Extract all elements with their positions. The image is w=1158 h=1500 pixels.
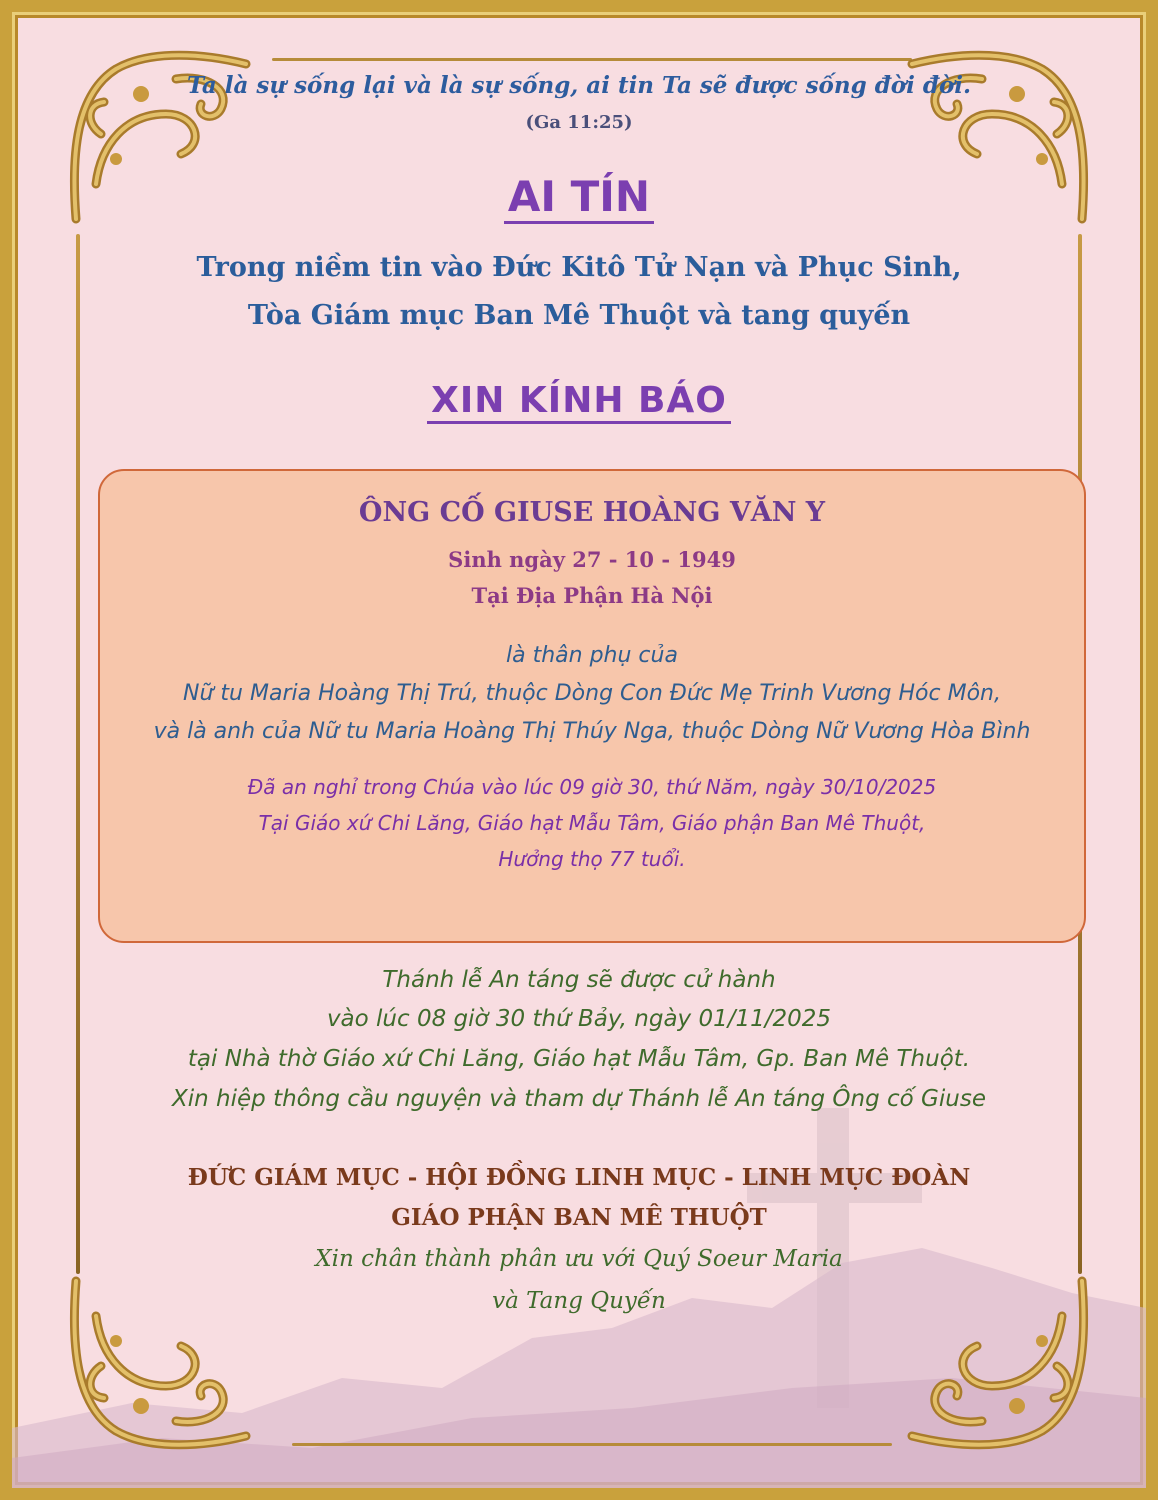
- announcement-heading: [12, 380, 1146, 421]
- relation-line-1: Nữ tu Maria Hoàng Thị Trú, thuộc Dòng Con Đức Mẹ Trinh Vương Hóc Môn,: [183, 681, 1001, 706]
- deceased-info-box: [98, 469, 1086, 943]
- scripture-quote: Ta là sự sống lại và là sự sống, ai tin Ta sẽ được sống đời đời.: [186, 72, 972, 99]
- death-line-1: Đã an nghỉ trong Chúa vào lúc 09 giờ 30, thứ Năm, ngày 30/10/2025: [247, 775, 937, 799]
- death-line-2: Tại Giáo xứ Chi Lăng, Giáo hạt Mẫu Tâm, Giáo phận Ban Mê Thuột,: [258, 811, 926, 835]
- birth-date: Sinh ngày 27 - 10 - 1949: [448, 547, 736, 572]
- deceased-name: ÔNG CỐ GIUSE HOÀNG VĂN Y: [358, 497, 826, 528]
- page-title: [12, 172, 1146, 221]
- death-line-3: Hưởng thọ 77 tuổi.: [498, 847, 686, 871]
- page-title-text: AI TÍN: [504, 172, 654, 224]
- funeral-line-2: vào lúc 08 giờ 30 thứ Bảy, ngày 01/11/2025: [326, 1006, 832, 1032]
- relation-intro: là thân phụ của: [506, 643, 678, 668]
- funeral-line-1: Thánh lễ An táng sẽ được cử hành: [382, 967, 776, 993]
- frame-line-top: [272, 58, 912, 61]
- announcement-heading-text: XIN KÍNH BÁO: [427, 380, 731, 424]
- condolence-line-1: Xin chân thành phân ưu với Quý Soeur Maria: [315, 1246, 843, 1272]
- relation-line-2: và là anh của Nữ tu Maria Hoàng Thị Thúy Nga, thuộc Dòng Nữ Vương Hòa Bình: [153, 719, 1031, 744]
- signature-line-1: ĐỨC GIÁM MỤC - HỘI ĐỒNG LINH MỤC - LINH MỤC ĐOÀN: [187, 1164, 971, 1191]
- funeral-line-4: Xin hiệp thông cầu nguyện và tham dự Thánh lễ An táng Ông cố Giuse: [172, 1086, 986, 1112]
- condolence-line-2: và Tang Quyến: [492, 1288, 666, 1314]
- frame-line-bottom: [292, 1443, 892, 1446]
- signature-line-2: GIÁO PHẬN BAN MÊ THUỘT: [391, 1204, 767, 1231]
- intro-line-2: Tòa Giám mục Ban Mê Thuột và tang quyến: [247, 300, 911, 331]
- birth-place: Tại Địa Phận Hà Nội: [471, 583, 713, 608]
- funeral-line-3: tại Nhà thờ Giáo xứ Chi Lăng, Giáo hạt Mẫu Tâm, Gp. Ban Mê Thuột.: [187, 1046, 971, 1072]
- scripture-reference: (Ga 11:25): [525, 112, 633, 133]
- intro-line-1: Trong niềm tin vào Đức Kitô Tử Nạn và Phục Sinh,: [196, 252, 962, 283]
